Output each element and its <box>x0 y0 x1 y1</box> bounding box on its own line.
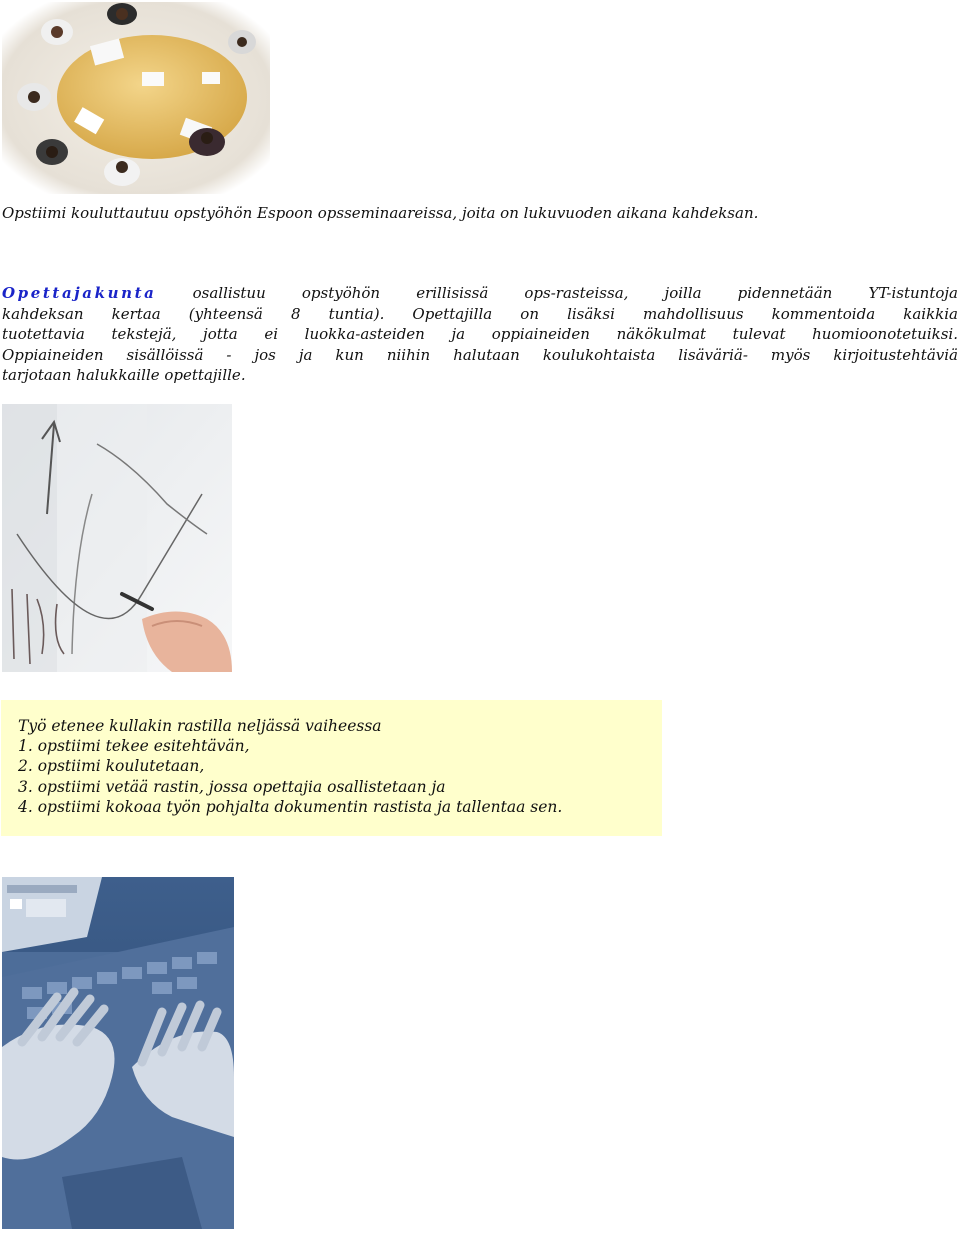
intro-text: Opstiimi kouluttautuu opstyöhön Espoon opsseminaareissa, joita on lukuvuoden aikana kahdeksan. <box>2 204 759 222</box>
meeting-photo <box>2 2 270 194</box>
steps-list <box>18 716 658 817</box>
paragraph-line-1 <box>2 283 958 304</box>
paragraph-line-3: tuotettavia tekstejä, jotta ei luokka-asteiden ja oppiaineiden näkökulmat tulevat huomioonotetuiksi. <box>2 325 958 343</box>
step-item-3: 3. opstiimi vetää rastin, jossa opettajia osallistetaan ja <box>18 777 446 796</box>
whiteboard-photo <box>2 404 232 672</box>
lead-word: Opettajakunta <box>2 284 157 302</box>
step-item-1: 1. opstiimi tekee esitehtävän, <box>18 737 250 756</box>
opettajakunta-paragraph <box>2 283 958 386</box>
paragraph-line-2: kahdeksan kertaa (yhteensä 8 tuntia). Opettajilla on lisäksi mahdollisuus kommentoida kaikkia <box>2 304 958 323</box>
laptop-photo <box>2 877 234 1229</box>
step-item-4: 4. opstiimi kokoaa työn pohjalta dokumentin rastista ja tallentaa sen. <box>18 797 563 816</box>
steps-heading: Työ etenee kullakin rastilla neljässä vaiheessa <box>18 717 382 735</box>
paragraph-line-4: Oppiaineiden sisällöissä - jos ja kun niihin halutaan koulukohtaista lisäväriä- myös kirjoitustehtäviä <box>2 345 958 364</box>
paragraph-line-1-text: osallistuu opstyöhön erillisissä ops-rasteissa, joilla pidennetään YT-istuntoja <box>192 284 958 302</box>
step-item-2: 2. opstiimi koulutetaan, <box>18 757 205 776</box>
paragraph-line-5: tarjotaan halukkaille opettajille. <box>2 366 246 384</box>
